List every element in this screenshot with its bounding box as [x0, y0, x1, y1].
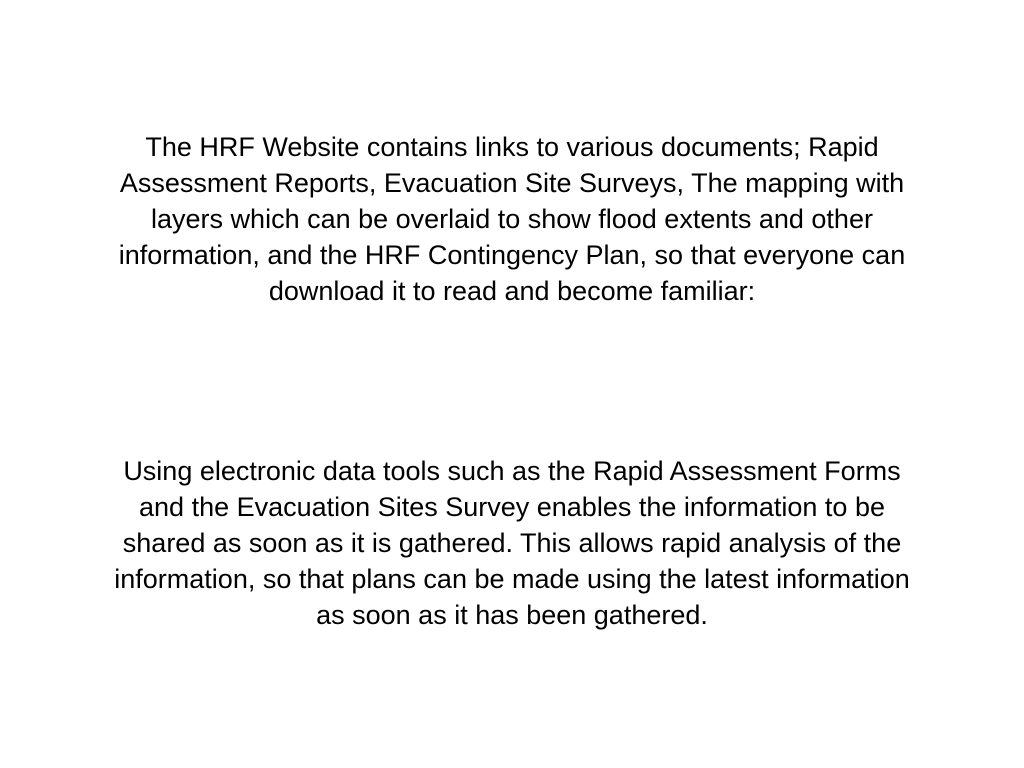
paragraph-electronic-data-tools: Using electronic data tools such as the Rapid Assessment Forms and the Evacuation Sites Survey enables the information to be shared as soon as it is gathered. This allows rapid analysis of the information, so that plans can be made using the latest information as soon as it has been gathered.: [114, 456, 910, 630]
paragraph-hrf-website: The HRF Website contains links to various documents; Rapid Assessment Reports, Evacuation Site Surveys, The mapping with layers which can be overlaid to show flood extents and other information, and the HRF Contingency Plan, so that everyone can download it to read and become familiar:: [118, 132, 906, 306]
